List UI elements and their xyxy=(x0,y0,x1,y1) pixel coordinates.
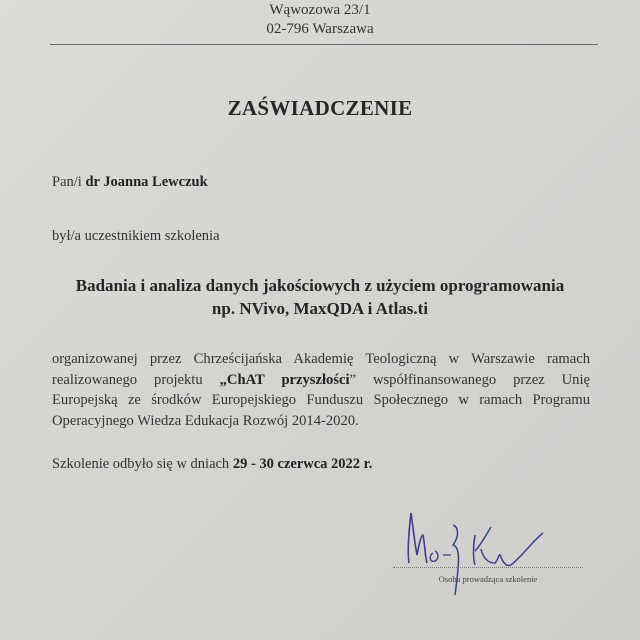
body-line1: organizowanej przez Chrześcijańska Akademię Teologiczną w Warszawie ramach xyxy=(52,351,590,367)
header-divider xyxy=(50,44,598,45)
body-line2 xyxy=(52,370,590,391)
body-line2-post: ” współfinansowanego przez Unię xyxy=(349,371,590,388)
address-street: Wąwozowa 23/1 xyxy=(269,2,371,18)
signature-image xyxy=(395,505,555,600)
dates-line xyxy=(52,456,372,473)
recipient-prefix: Pan/i xyxy=(52,174,82,190)
course-title-line1: Badania i analiza danych jakościowych z użyciem oprogramowania xyxy=(75,276,565,295)
project-name: „ChAT przyszłości xyxy=(219,371,350,388)
address-city: 02-796 Warszawa xyxy=(266,21,374,37)
dates-prefix: Szkolenie odbyło się w dniach xyxy=(52,456,230,472)
course-title-line2: np. NVivo, MaxQDA i Atlas.ti xyxy=(211,299,429,318)
body-line4: Operacyjnego Wiedza Edukacja Rozwój 2014-2020. xyxy=(52,412,359,429)
body-line2-pre: realizowanego projektu xyxy=(52,371,203,388)
body-line3: Europejską ze środków Europejskiego Funduszu Społecznego w ramach Programu xyxy=(52,392,590,408)
signature-caption: Osoba prowadząca szkolenie xyxy=(438,574,538,584)
signature-line xyxy=(393,567,583,568)
body-paragraph xyxy=(52,349,590,431)
recipient-line xyxy=(52,174,208,191)
participant-line: był/a uczestnikiem szkolenia xyxy=(52,228,220,244)
dates-value: 29 - 30 czerwca 2022 r. xyxy=(232,456,373,472)
recipient-name: dr Joanna Lewczuk xyxy=(85,174,208,190)
document-title: ZAŚWIADCZENIE xyxy=(227,96,413,120)
